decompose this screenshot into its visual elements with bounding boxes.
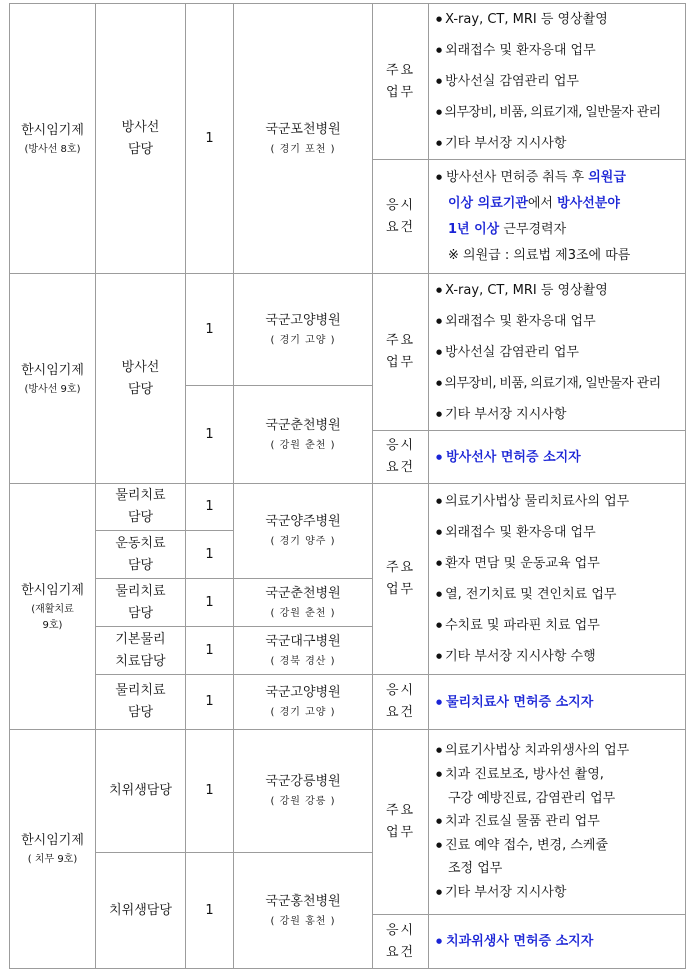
requirement-highlight: 치과위생사 면허증 소지자 [446,934,594,949]
list-item: ● 의료기사법상 치과위생사의 업무 [436,739,685,763]
list-item: ● X-ray, CT, MRI 등 영상촬영 [436,4,685,35]
list-item: ● 수치료 및 파라핀 치료 업무 [436,610,685,641]
count-cell: 1 [186,730,234,853]
hospital-name: 국군양주병원 [265,514,341,529]
hospital-location: ( 강원 홍천 ) [270,915,336,927]
position-cell: 운동치료 담당 [96,531,186,579]
hospital-cell [234,730,373,853]
category-sub-label: (재활치료 9호) [31,603,74,631]
count-cell: 1 [186,386,234,484]
category-sub-label: ( 치무 9호) [27,854,78,865]
list-item: ● 방사선실 감염관리 업무 [436,66,685,97]
hospital-location: ( 강원 춘천 ) [270,607,336,619]
bullet-icon: ● [436,452,443,461]
duties-cell [429,4,686,160]
table-row [10,484,686,531]
hospital-cell [234,579,373,627]
hospital-location: ( 강원 강릉 ) [270,796,336,807]
requirements-label: 응시 요건 [373,160,429,274]
category-label: 한시임기제 [21,362,84,378]
hospital-cell [234,4,373,274]
duties-label: 주요 업무 [373,4,429,160]
hospital-location: ( 경기 양주 ) [270,536,336,547]
bullet-icon: ● [436,697,443,706]
duties-list [429,275,685,430]
table-row [10,4,686,160]
category-cell [10,274,96,484]
hospital-cell [234,386,373,484]
list-item: ● 치과 진료보조, 방사선 촬영, [436,763,685,787]
category-cell [10,730,96,969]
list-item: ● 기타 부서장 지시사항 [436,399,685,430]
table-row [10,675,686,730]
count-cell: 1 [186,531,234,579]
recruitment-table [9,3,686,969]
requirement-highlight: 의원급 [588,170,626,185]
list-item: ● 진료 예약 접수, 변경, 스케쥴 [436,834,685,858]
duties-list [429,739,685,904]
hospital-location: ( 경기 고양 ) [270,707,336,718]
list-item: ● 환자 면담 및 운동교육 업무 [436,548,685,579]
requirement-note: ※ 의원급 : 의료법 제3조에 따름 [448,248,631,263]
hospital-location: ( 경기 고양 ) [270,334,336,346]
requirements-cell [429,675,686,730]
hospital-name: 국군포천병원 [265,121,341,137]
hospital-name: 국군춘천병원 [265,585,341,601]
category-cell [10,4,96,274]
count-cell: 1 [186,853,234,969]
hospital-location: ( 강원 춘천 ) [270,439,336,451]
position-cell: 물리치료 담당 [96,579,186,627]
requirement-highlight: 이상 의료기관 [448,196,528,211]
list-item: ● 방사선실 감염관리 업무 [436,337,685,368]
count-cell: 1 [186,484,234,531]
position-cell: 치위생담당 [96,853,186,969]
list-item: ● 외래접수 및 환자응대 업무 [436,35,685,66]
count-cell: 1 [186,4,234,274]
hospital-name: 국군대구병원 [265,633,341,649]
list-item: ● 의무장비, 비품, 의료기재, 일반물자 관리 [436,368,685,399]
count-cell: 1 [186,627,234,675]
requirement-highlight: 1년 이상 [448,222,500,237]
list-item: 조정 업무 [448,861,503,877]
duties-cell [429,484,686,675]
category-sub-label: (방사선 9호) [24,383,81,395]
hospital-cell [234,484,373,579]
requirement-text: 근무경력자 [499,222,567,237]
duties-label: 주요 업무 [373,484,429,675]
requirement-highlight: 물리치료사 면허증 소지자 [446,694,594,710]
hospital-name: 국군고양병원 [265,312,341,328]
position-cell: 방사선 담당 [96,274,186,484]
list-item: ● X-ray, CT, MRI 등 영상촬영 [436,275,685,306]
list-item: 구강 예방진료, 감염관리 업무 [448,790,616,806]
count-cell: 1 [186,579,234,627]
requirements-label: 응시 요건 [373,431,429,484]
hospital-name: 국군고양병원 [265,685,341,700]
position-cell: 물리치료 담당 [96,484,186,531]
hospital-name: 국군홍천병원 [265,893,341,909]
category-cell [10,484,96,730]
requirement-highlight: 방사선사 면허증 소지자 [446,449,581,465]
position-cell: 치위생담당 [96,730,186,853]
requirement-highlight: 방사선분야 [557,196,620,211]
list-item: ● 외래접수 및 환자응대 업무 [436,306,685,337]
duties-label: 주요 업무 [373,274,429,431]
duties-cell [429,274,686,431]
hospital-name: 국군춘천병원 [265,417,341,433]
position-cell: 방사선 담당 [96,4,186,274]
requirement-text: 에서 [527,196,558,211]
list-item: ● 열, 전기치료 및 견인치료 업무 [436,579,685,610]
hospital-cell [234,853,373,969]
category-sub-label: (방사선 8호) [24,143,81,155]
duties-list [429,4,685,159]
requirements-cell [429,431,686,484]
list-item: ● 의료기사법상 물리치료사의 업무 [436,486,685,517]
duties-label: 주요 업무 [373,730,429,915]
hospital-location: ( 경북 경산 ) [270,655,336,667]
duties-cell [429,730,686,915]
list-item: ● 의무장비, 비품, 의료기재, 일반물자 관리 [436,97,685,128]
list-item: ● 기타 부서장 지시사항 수행 [436,641,685,672]
category-label: 한시임기제 [21,833,84,848]
hospital-location: ( 경기 포천 ) [270,143,336,155]
bullet-icon: ● [436,937,443,945]
category-label: 한시임기제 [21,122,84,138]
list-item: ● 치과 진료실 물품 관리 업무 [436,810,685,834]
hospital-cell [234,627,373,675]
count-cell: 1 [186,675,234,730]
table-row [10,274,686,386]
list-item: ● 기타 부서장 지시사항 [436,128,685,159]
category-label: 한시임기제 [21,582,84,598]
list-item: ● 기타 부서장 지시사항 [436,881,685,905]
requirements-label: 응시 요건 [373,675,429,730]
requirements-label: 응시 요건 [373,915,429,969]
hospital-cell [234,274,373,386]
bullet-icon: ● [436,173,443,181]
requirements-cell [429,915,686,969]
table-row [10,730,686,853]
requirement-text: 방사선사 면허증 취득 후 [446,170,589,185]
position-cell: 기본물리 치료담당 [96,627,186,675]
list-item: ● 외래접수 및 환자응대 업무 [436,517,685,548]
requirements-cell [429,160,686,274]
position-cell: 물리치료 담당 [96,675,186,730]
hospital-cell [234,675,373,730]
duties-list [429,486,685,672]
hospital-name: 국군강릉병원 [265,774,341,789]
count-cell: 1 [186,274,234,386]
